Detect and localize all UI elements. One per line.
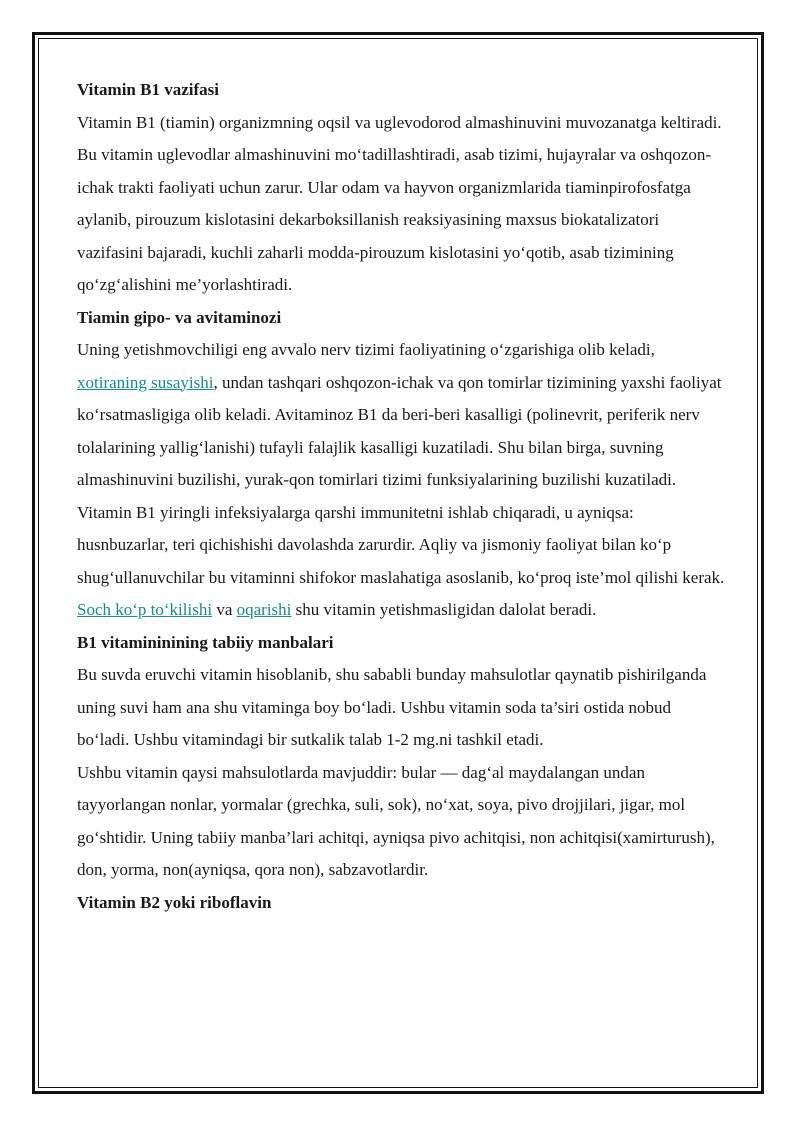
text-segment: shu vitamin yetishmasligidan dalolat beradi. [291,600,597,619]
paragraph-b1-function: Vitamin B1 (tiamin) organizmning oqsil va uglevodorod almashinuvini muvozanatga keltiradi. Bu vitamin uglevodlar almashinuvini mo‘tadillashtiradi, asab tizimi, hujayralar va oshqozon-ichak trakti faoliyati uchun zarur. Ular odam va hayvon organizmlarida tiaminpirofosfatga aylanib, pirouzum kislotasini dekarboksillanish reaksiyasining maxsus biokatalizatori vazifasini bajaradi, kuchli zaharli modda-pirouzum kislotasini yo‘qotib, asab tizimining qo‘zg‘alishini me’yorlashtiradi. [77,112,722,294]
document-body [77,74,727,919]
link-graying[interactable]: oqarishi [236,600,292,619]
text-segment: va [212,600,237,619]
heading-thiamine-deficiency: Tiamin gipo- va avitaminozi [77,307,282,327]
heading-vitamin-b2: Vitamin B2 yoki riboflavin [77,892,272,912]
heading-natural-sources: B1 vitamininining tabiiy manbalari [77,632,334,652]
link-memory-weakening[interactable]: xotiraning susayishi [77,372,214,392]
text-segment: Uning yetishmovchiligi eng avvalo nerv tizimi faoliyatining o‘zgarishiga olib keladi, [77,340,655,359]
paragraph-sources-1: Bu suvda eruvchi vitamin hisoblanib, shu sababli bunday mahsulotlar qaynatib pishirilganda uning suvi ham ana shu vitaminga boy bo‘ladi. Ushbu vitamin soda ta’siri ostida nobud bo‘ladi. Ushbu vitamindagi bir sutkalik talab 1-2 mg.ni tashkil etadi. [77,665,707,749]
paragraph-sources-2: Ushbu vitamin qaysi mahsulotlarda mavjuddir: bular — dag‘al maydalangan undan tayyorlangan nonlar, yormalar (grechka, suli, sok), no‘xat, soya, pivo drojjilari, jigar, mol go‘shtidir. Uning tabiiy manba’lari achitqi, ayniqsa pivo achitqisi, non achitqisi(xamirturush), don, yorma, non(ayniqsa, qora non), sabzavotlardir. [77,762,715,879]
link-hair-loss[interactable]: Soch ko‘p to‘kilishi [77,600,213,619]
text-segment: , undan tashqari oshqozon-ichak va qon tomirlar tizimining yaxshi faoliyat ko‘rsatmasligiga olib keladi. Avitaminoz B1 da beri-beri kasalligi (polinevrit, periferik nerv tolalarining yallig‘lanishi) tufayli falajlik kasalligi kuzatiladi. Shu bilan birga, suvning almashinuvini buzilishi, yurak-qon tomirlari tizimi funksiyalarining buzilishi kuzatiladi. Vitamin B1 yiringli infeksiyalarga qarshi immunitetni ishlab chiqaradi, u ayniqsa: husnbuzarlar, teri qichishishi davolashda zarurdir. Aqliy va jismoniy faoliyat bilan ko‘p shug‘ullanuvchilar bu vitaminni shifokor maslahatiga asoslanib, ko‘proq iste’mol qilishi kerak. [77,372,725,587]
paragraph-deficiency [77,334,727,627]
heading-vitamin-b1-function: Vitamin B1 vazifasi [77,80,219,99]
